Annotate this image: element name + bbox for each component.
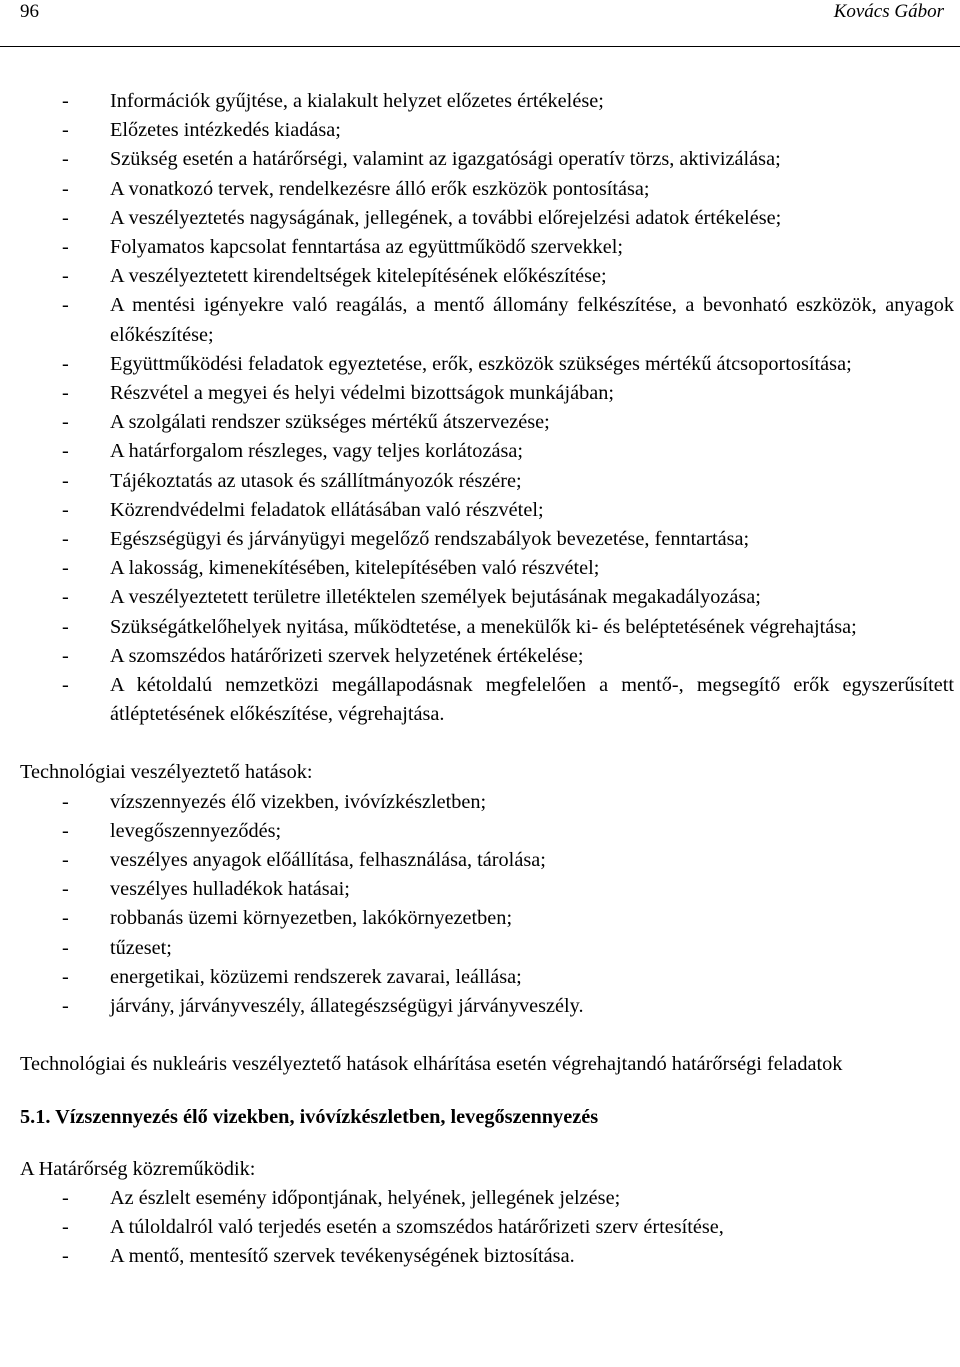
list-item: - levegőszennyeződés; (20, 817, 954, 846)
list-item: - A veszélyeztetett kirendeltségek kitelepítésének előkészítése; (20, 262, 954, 291)
list-item: - Részvétel a megyei és helyi védelmi bizottságok munkájában; (20, 379, 954, 408)
list-item: - energetikai, közüzemi rendszerek zavarai, leállása; (20, 963, 954, 992)
list-item: - tűzeset; (20, 934, 954, 963)
list-item: - A szolgálati rendszer szükséges mértékű átszervezése; (20, 408, 954, 437)
list-item: - Az észlelt esemény időpontjának, helyének, jellegének jelzése; (20, 1184, 954, 1213)
list-item: - A vonatkozó tervek, rendelkezésre álló erők eszközök pontosítása; (20, 175, 954, 204)
task-list (20, 87, 954, 729)
technology-hazards-heading: Technológiai veszélyeztető hatások: (20, 761, 313, 784)
list-item: - Folyamatos kapcsolat fenntartása az együttműködő szervekkel; (20, 233, 954, 262)
page-header (0, 0, 960, 47)
page-number: 96 (20, 1, 39, 22)
list-item: - veszélyes anyagok előállítása, felhasználása, tárolása; (20, 846, 954, 875)
list-item: - Együttműködési feladatok egyeztetése, erők, eszközök szükséges mértékű átcsoportosítása; (20, 350, 954, 379)
hazard-list (20, 788, 954, 1022)
list-item: - A mentési igényekre való reagálás, a mentő állomány felkészítése, a bevonható eszközök, anyagok előkészítése; (20, 291, 954, 349)
list-item: - A mentő, mentesítő szervek tevékenységének biztosítása. (20, 1242, 954, 1271)
document-body (20, 87, 954, 1272)
technology-nuclear-paragraph: Technológiai és nukleáris veszélyeztető hatások elhárítása esetén végrehajtandó határőrségi feladatok (20, 1053, 843, 1076)
list-item: - A veszélyeztetett területre illetéktelen személyek bejutásának megakadályozása; (20, 583, 954, 612)
border-guard-list (20, 1184, 954, 1272)
list-item: - A szomszédos határőrizeti szervek helyzetének értékelése; (20, 642, 954, 671)
list-item: - Egészségügyi és járványügyi megelőző rendszabályok bevezetése, fenntartása; (20, 525, 954, 554)
list-item: - A kétoldalú nemzetközi megállapodásnak megfelelően a mentő-, megsegítő erők egyszerűsített átléptetésének előkészítése, végrehajtása. (20, 671, 954, 729)
list-item: - Közrendvédelmi feladatok ellátásában való részvétel; (20, 496, 954, 525)
section-title: 5.1. Vízszennyezés élő vizekben, ivóvízkészletben, levegőszennyezés (20, 1105, 599, 1128)
border-guard-heading: A Határőrség közreműködik: (20, 1157, 256, 1180)
list-item: - A veszélyeztetés nagyságának, jellegének, a további előrejelzési adatok értékelése; (20, 204, 954, 233)
list-item: - Szükség esetén a határőrségi, valamint az igazgatósági operatív törzs, aktivizálása; (20, 145, 954, 174)
list-item: - A lakosság, kimenekítésében, kitelepítésében való részvétel; (20, 554, 954, 583)
list-item: - Előzetes intézkedés kiadása; (20, 116, 954, 145)
list-item: - A határforgalom részleges, vagy teljes korlátozása; (20, 437, 954, 466)
running-head-author: Kovács Gábor (833, 1, 944, 22)
list-item: - veszélyes hulladékok hatásai; (20, 875, 954, 904)
list-item: - A túloldalról való terjedés esetén a szomszédos határőrizeti szerv értesítése, (20, 1213, 954, 1242)
list-item: - vízszennyezés élő vizekben, ivóvízkészletben; (20, 788, 954, 817)
list-item: - robbanás üzemi környezetben, lakókörnyezetben; (20, 904, 954, 933)
list-item: - járvány, járványveszély, állategészségügyi járványveszély. (20, 992, 954, 1021)
list-item: - Tájékoztatás az utasok és szállítmányozók részére; (20, 467, 954, 496)
list-item: - Szükségátkelőhelyek nyitása, működtetése, a menekülők ki- és beléptetésének végrehajtása; (20, 613, 954, 642)
list-item: - Információk gyűjtése, a kialakult helyzet előzetes értékelése; (20, 87, 954, 116)
